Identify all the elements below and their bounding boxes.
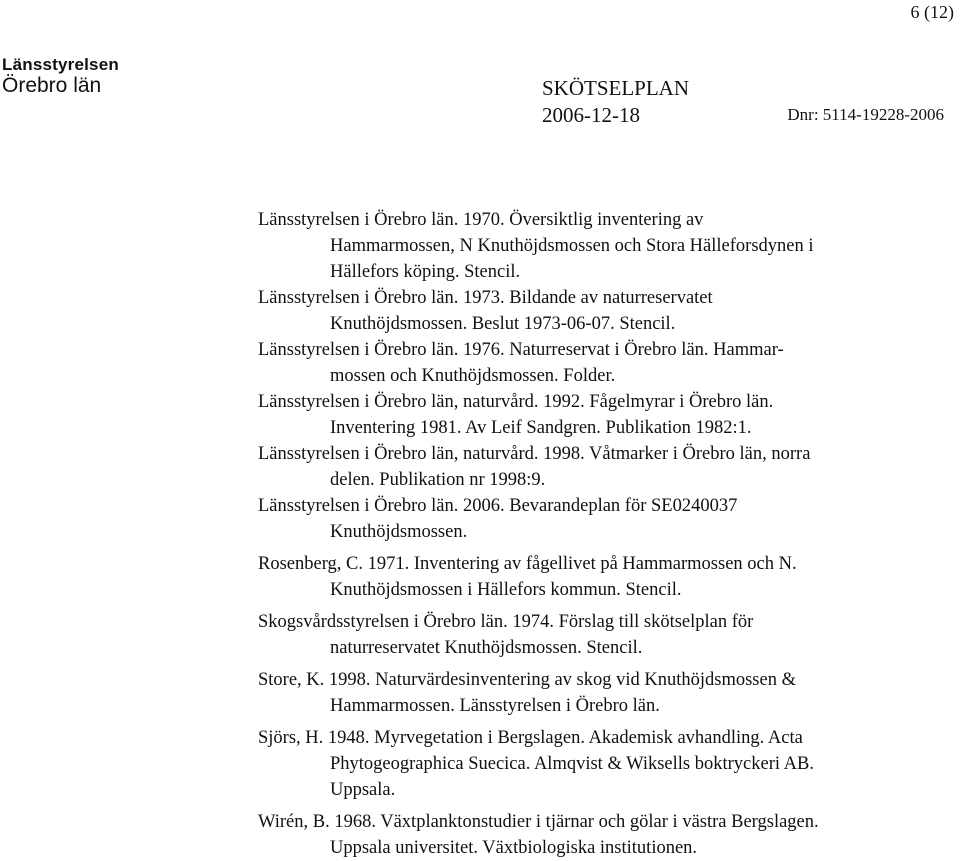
reference-item: Store, K. 1998. Naturvärdesinventering av skog vid Knuthöjdsmossen & Hammarmossen. Länsstyrelsen i Örebro län. (258, 670, 796, 716)
page-number: 6 (12) (910, 2, 954, 22)
logo (2, 56, 119, 98)
reference-item: Länsstyrelsen i Örebro län. 1976. Naturreservat i Örebro län. Hammar- mossen och Knuthöjdsmossen. Folder. (258, 340, 784, 386)
logo-line1: Länsstyrelsen (2, 55, 119, 74)
document-date: 2006-12-18 (542, 103, 640, 127)
logo-line2: Örebro län (2, 74, 102, 97)
reference-item: Wirén, B. 1968. Växtplanktonstudier i tjärnar och gölar i västra Bergslagen. Uppsala universitet. Växtbiologiska institutionen. (258, 812, 819, 858)
document-dnr: Dnr: 5114-19228-2006 (787, 105, 944, 124)
reference-item: Rosenberg, C. 1971. Inventering av fågellivet på Hammarmossen och N. Knuthöjdsmossen i Hällefors kommun. Stencil. (258, 554, 797, 600)
reference-item: Länsstyrelsen i Örebro län. 1973. Bildande av naturreservatet Knuthöjdsmossen. Beslut 1973-06-07. Stencil. (258, 288, 713, 334)
reference-item: Sjörs, H. 1948. Myrvegetation i Bergslagen. Akademisk avhandling. Acta Phytogeographica Suecica. Almqvist & Wiksells boktryckeri AB. Uppsala. (258, 728, 814, 800)
reference-item: Länsstyrelsen i Örebro län, naturvård. 1998. Våtmarker i Örebro län, norra delen. Publikation nr 1998:9. (258, 444, 811, 490)
reference-item: Länsstyrelsen i Örebro län, naturvård. 1992. Fågelmyrar i Örebro län. Inventering 1981. Av Leif Sandgren. Publikation 1982:1. (258, 392, 774, 438)
document-title: SKÖTSELPLAN (542, 76, 690, 100)
reference-item: Skogsvårdsstyrelsen i Örebro län. 1974. Förslag till skötselplan för naturreservatet Knuthöjdsmossen. Stencil. (258, 612, 754, 658)
reference-list (258, 207, 954, 861)
reference-item: Länsstyrelsen i Örebro län. 2006. Bevarandeplan för SE0240037 Knuthöjdsmossen. (258, 496, 738, 542)
reference-item: Länsstyrelsen i Örebro län. 1970. Översiktlig inventering av Hammarmossen, N Knuthöjdsmossen och Stora Hälleforsdynen i Hällefors köping. Stencil. (258, 210, 814, 282)
